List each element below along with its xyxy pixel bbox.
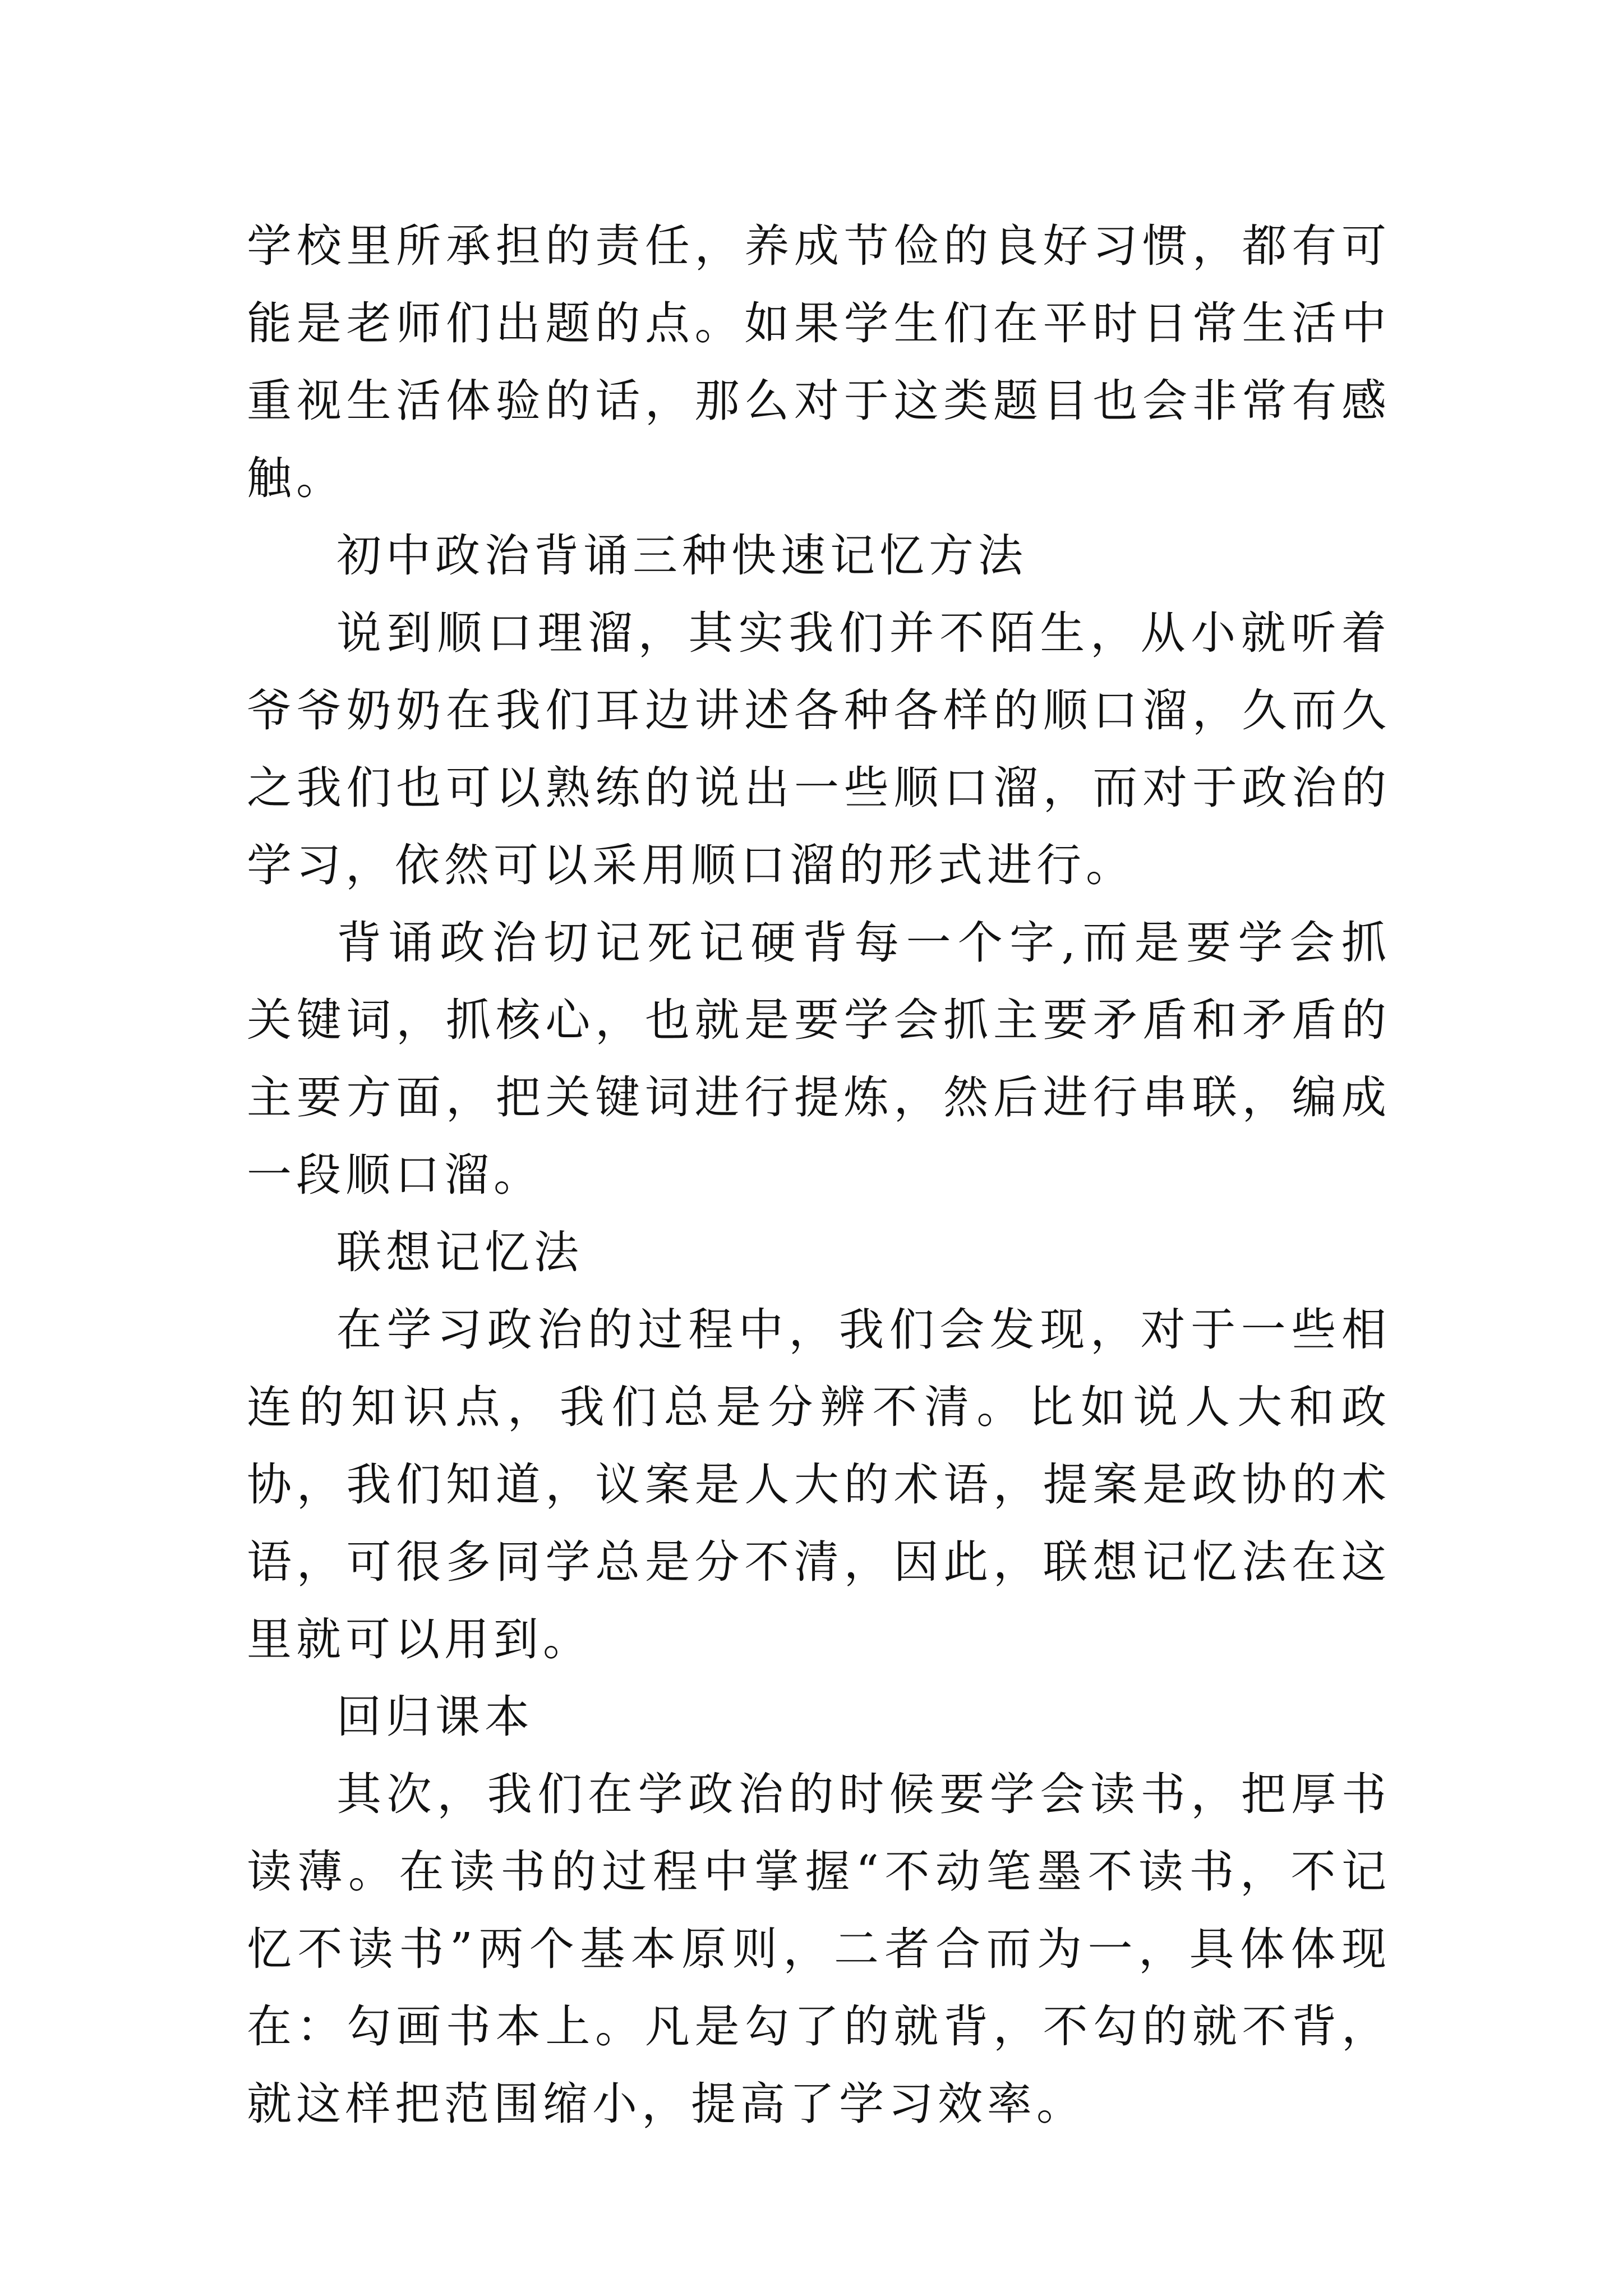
section-heading: 初中政治背诵三种快速记忆方法 [336,530,1027,582]
body-paragraph: 学校里所承担的责任，养成节俭的良好习惯，都有可能是老师们出题的点。如果学生们在平时日常生活中重视生活体验的话，那么对于这类题目也会非常有感触。 [247,220,1391,504]
body-paragraph: 说到顺口理溜，其实我们并不陌生，从小就听着爷爷奶奶在我们耳边讲述各种各样的顺口溜，久而久之我们也可以熟练的说出一些顺口溜，而对于政治的学习，依然可以采用顺口溜的形式进行。 [247,607,1391,891]
section-heading: 回归课本 [336,1691,534,1743]
document-body [247,208,1391,2143]
body-paragraph: 其次，我们在学政治的时候要学会读书，把厚书读薄。在读书的过程中掌握“不动笔墨不读书，不记忆不读书”两个基本原则，二者合而为一，具体体现在：勾画书本上。凡是勾了的就背，不勾的就不背，就这样把范围缩小，提高了学习效率。 [247,1768,1391,2130]
section-heading: 联想记忆法 [336,1226,583,1278]
body-paragraph: 背诵政治切记死记硬背每一个字,而是要学会抓关键词，抓核心，也就是要学会抓主要矛盾和矛盾的主要方面，把关键词进行提炼，然后进行串联，编成一段顺口溜。 [247,917,1391,1201]
body-paragraph: 在学习政治的过程中，我们会发现，对于一些相连的知识点，我们总是分辨不清。比如说人大和政协，我们知道，议案是人大的术语，提案是政协的术语，可很多同学总是分不清，因此，联想记忆法在这里就可以用到。 [247,1304,1391,1665]
